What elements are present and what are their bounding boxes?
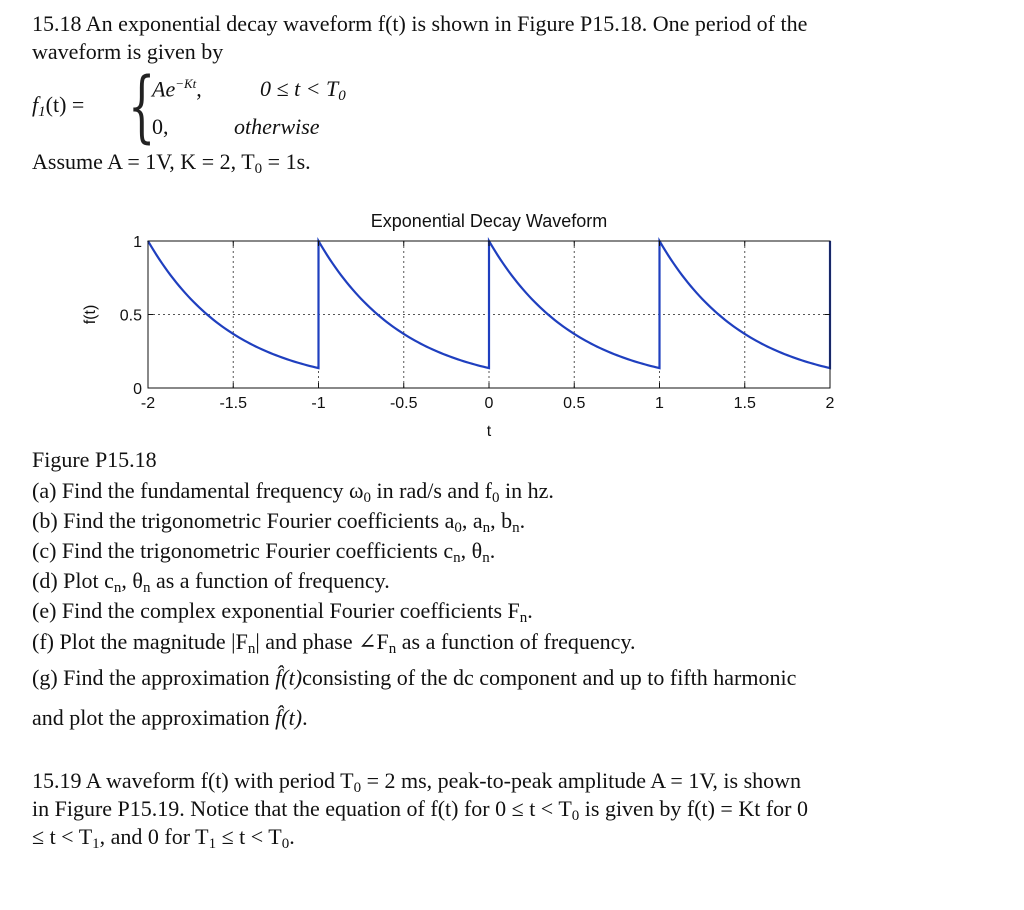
exponential-decay-chart [0, 200, 1024, 450]
x-tick-label-5: 0.5 [563, 395, 586, 412]
x-tick-label-8: 2 [825, 395, 835, 412]
y-tick-label-0: 0 [133, 381, 142, 398]
case2-condition: otherwise [234, 114, 320, 139]
series-line-f-t [148, 241, 830, 368]
assumption-line: Assume A = 1V, K = 2, $T_0 = 1s$. [32, 149, 311, 177]
case1-expression: $Ae^{-Kt}$, [152, 76, 202, 102]
x-tick-label-0: -2 [140, 395, 156, 412]
chart-title: Exponential Decay Waveform [370, 211, 608, 231]
problem-15-19-line2: in Figure P15.19. Notice that the equation of f(t) for $0 \le t < T_0$ is given by f(t) = Kt for 0 [32, 796, 808, 824]
y-tick-label-2: 1 [133, 234, 142, 251]
y-axis-label: f(t) [82, 304, 99, 325]
question-e: (e) Find the complex exponential Fourier coefficients $F_n$. [32, 598, 533, 626]
left-brace: { [128, 62, 156, 152]
x-tick-label-4: 0 [484, 395, 494, 412]
question-a: (a) Find the fundamental frequency $\omega_0$ in rad/s and $f_0$ in hz. [32, 478, 554, 506]
problem-15-18-intro-line1: 15.18 An exponential decay waveform f(t) is shown in Figure P15.18. One period of the [32, 11, 808, 36]
question-b: (b) Find the trigonometric Fourier coefficients $a_0$, $a_n$, $b_n$. [32, 508, 526, 536]
question-g-continued: and plot the approximation f̂(t). [32, 705, 308, 730]
problem-15-19-line3: ≤ $t < T_1$, and 0 for $T_1 \le t < T_0$. [32, 824, 295, 852]
x-axis-label: t [486, 423, 492, 440]
case2-expression: 0, [152, 114, 169, 139]
question-f: (f) Plot the magnitude $|F_n|$ and phase $\angle F_n$ as a function of frequency. [32, 629, 636, 657]
question-d: (d) Plot $c_n$, $\theta_n$ as a function of frequency. [32, 568, 390, 596]
x-tick-label-6: 1 [655, 395, 664, 412]
function-lhs: $f_1(t)$ = [32, 92, 85, 120]
y-tick-label-1: 0.5 [119, 307, 142, 325]
question-g: (g) Find the approximation f̂(t)consisting of the dc component and up to fifth harmonic [32, 665, 797, 690]
x-tick-label-2: -1 [311, 395, 326, 412]
x-tick-label-1: -1.5 [219, 395, 248, 412]
piecewise-function-definition [32, 62, 392, 152]
problem-15-18-intro-line2: waveform is given by [32, 39, 224, 64]
question-c: (c) Find the trigonometric Fourier coefficients $c_n$, $\theta_n$. [32, 538, 496, 566]
x-tick-label-3: -0.5 [389, 395, 418, 412]
x-tick-label-7: 1.5 [733, 395, 756, 412]
case1-condition: $0 \le t < T_0$ [260, 76, 346, 104]
problem-15-19-line1: 15.19 A waveform f(t) with period $T_0 = 2$ ms, peak-to-peak amplitude A = 1V, is shown [32, 768, 802, 796]
chart-svg [0, 200, 1024, 450]
figure-caption: Figure P15.18 [32, 447, 157, 472]
